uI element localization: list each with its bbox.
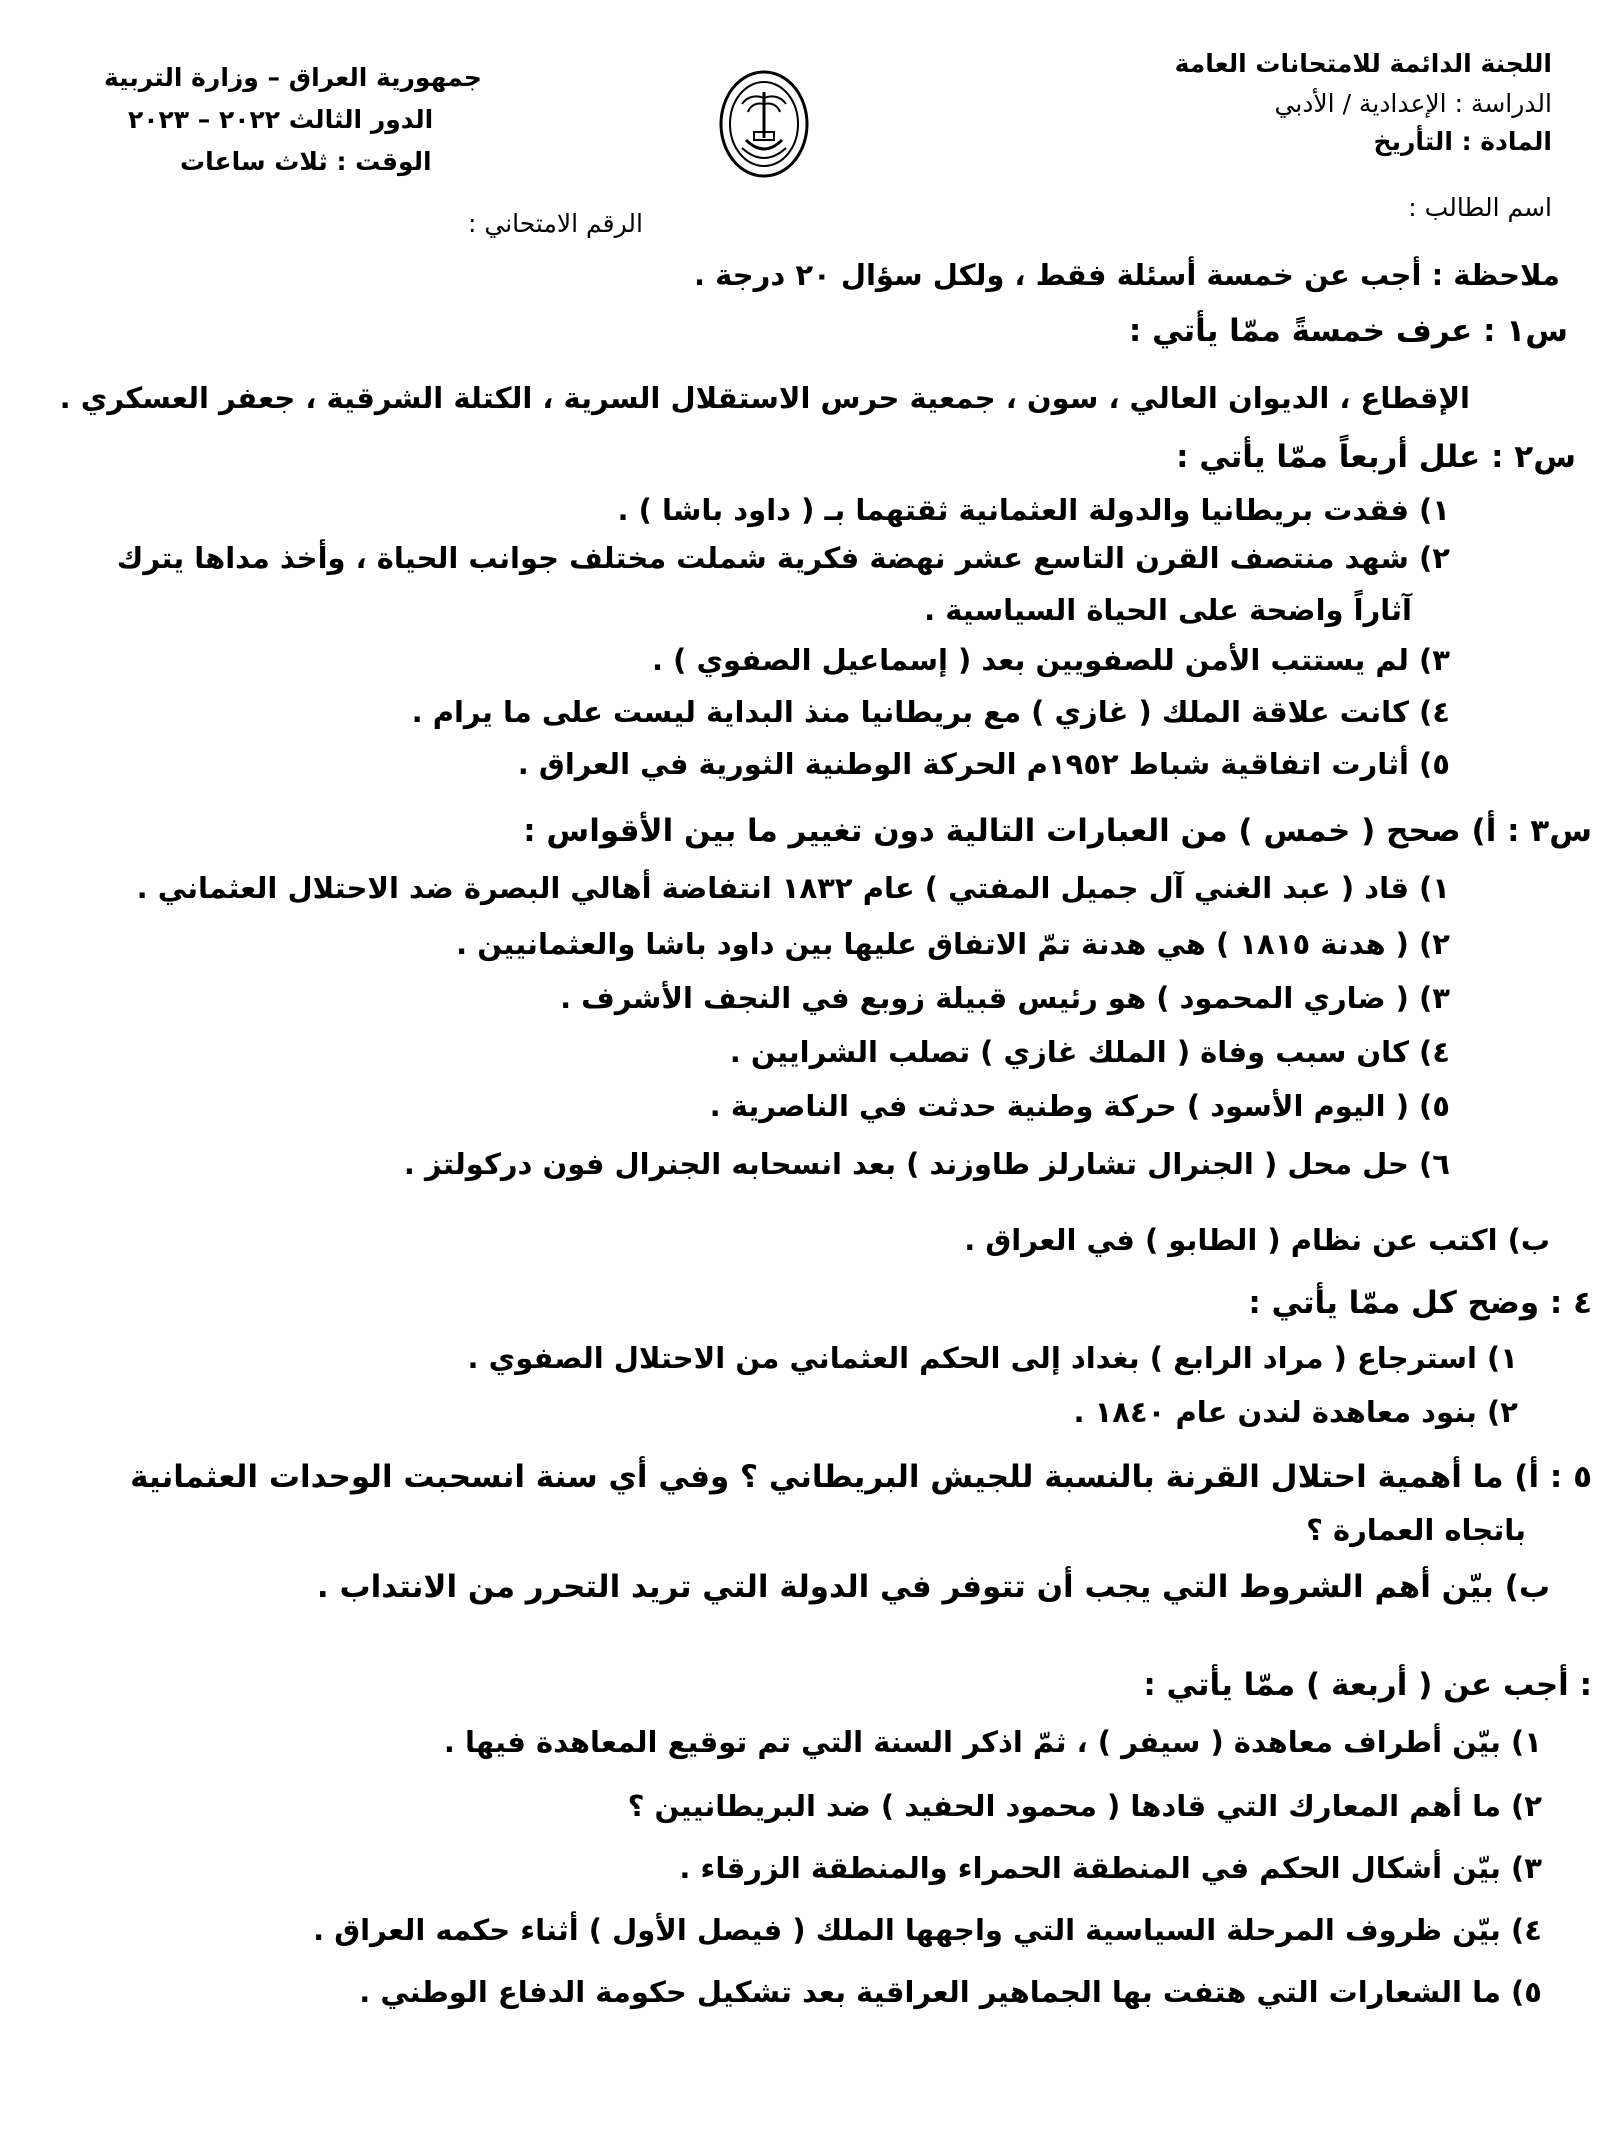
q3-item-6: ٦) حل محل ( الجنرال تشارلز طاوزند ) بعد انسحابه الجنرال فون دركولتز . bbox=[403, 1147, 1450, 1181]
study-branch: الدراسة : الإعدادية / الأدبي bbox=[1274, 89, 1552, 118]
q2-item-1: ١) فقدت بريطانيا والدولة العثمانية ثقتهما بـ ( داود باشا ) . bbox=[617, 493, 1450, 527]
q4-item-2: ٢) بنود معاهدة لندن عام ١٨٤٠ . bbox=[1073, 1395, 1518, 1429]
q6-item-2: ٢) ما أهم المعارك التي قادها ( محمود الحفيد ) ضد البريطانيين ؟ bbox=[627, 1789, 1542, 1823]
exam-note: ملاحظة : أجب عن خمسة أسئلة فقط ، ولكل سؤال ٢٠ درجة . bbox=[694, 258, 1560, 292]
committee-title: اللجنة الدائمة للامتحانات العامة bbox=[1174, 49, 1552, 78]
q3-item-5: ٥) ( اليوم الأسود ) حركة وطنية حدثت في الناصرية . bbox=[709, 1089, 1450, 1123]
q4-item-1: ١) استرجاع ( مراد الرابع ) بغداد إلى الحكم العثماني من الاحتلال الصفوي . bbox=[467, 1341, 1518, 1375]
q3-item-3: ٣) ( ضاري المحمود ) هو رئيس قبيلة زوبع في النجف الأشرف . bbox=[560, 981, 1450, 1015]
q2-heading: س٢ : علل أربعاً ممّا يأتي : bbox=[1176, 439, 1576, 475]
q5-part-a-cont: باتجاه العمارة ؟ bbox=[1306, 1513, 1526, 1547]
q6-item-3: ٣) بيّن أشكال الحكم في المنطقة الحمراء والمنطقة الزرقاء . bbox=[679, 1851, 1542, 1885]
q6-heading: : أجب عن ( أربعة ) ممّا يأتي : bbox=[1143, 1667, 1592, 1703]
subject-label: المادة : التأريخ bbox=[1373, 127, 1552, 156]
q4-heading: ٤ : وضح كل ممّا يأتي : bbox=[1248, 1285, 1592, 1321]
exam-number-label: الرقم الامتحاني : bbox=[468, 209, 643, 238]
ministry-seal-icon bbox=[718, 68, 810, 180]
q6-item-1: ١) بيّن أطراف معاهدة ( سيفر ) ، ثمّ اذكر السنة التي تم توقيع المعاهدة فيها . bbox=[443, 1725, 1542, 1759]
q1-terms: الإقطاع ، الديوان العالي ، سون ، جمعية حرس الاستقلال السرية ، الكتلة الشرقية ، جعفر العسكري . bbox=[59, 381, 1470, 415]
q3-part-b: ب) اكتب عن نظام ( الطابو ) في العراق . bbox=[964, 1223, 1550, 1257]
exam-time: الوقت : ثلاث ساعات bbox=[180, 147, 432, 176]
q1-heading: س١ : عرف خمسةً ممّا يأتي : bbox=[1128, 313, 1568, 349]
q5-part-a: ٥ : أ) ما أهمية احتلال القرنة بالنسبة للجيش البريطاني ؟ وفي أي سنة انسحبت الوحدات العثمانية bbox=[130, 1459, 1592, 1495]
q3-item-2: ٢) ( هدنة ١٨١٥ ) هي هدنة تمّ الاتفاق عليها بين داود باشا والعثمانيين . bbox=[456, 927, 1450, 961]
q2-item-4: ٤) كانت علاقة الملك ( غازي ) مع بريطانيا منذ البداية ليست على ما يرام . bbox=[411, 695, 1450, 729]
student-name-label: اسم الطالب : bbox=[1408, 193, 1552, 222]
q3-heading: س٣ : أ) صحح ( خمس ) من العبارات التالية دون تغيير ما بين الأقواس : bbox=[523, 813, 1592, 849]
exam-round: الدور الثالث ٢٠٢٢ – ٢٠٢٣ bbox=[128, 105, 434, 134]
q2-item-2: ٢) شهد منتصف القرن التاسع عشر نهضة فكرية شملت مختلف جوانب الحياة ، وأخذ مداها يترك bbox=[116, 541, 1450, 575]
q3-item-4: ٤) كان سبب وفاة ( الملك غازي ) تصلب الشرايين . bbox=[729, 1035, 1450, 1069]
q6-item-5: ٥) ما الشعارات التي هتفت بها الجماهير العراقية بعد تشكيل حكومة الدفاع الوطني . bbox=[359, 1975, 1542, 2009]
q2-item-2-cont: آثاراً واضحة على الحياة السياسية . bbox=[924, 593, 1412, 627]
q2-item-5: ٥) أثارت اتفاقية شباط ١٩٥٢م الحركة الوطنية الثورية في العراق . bbox=[517, 747, 1450, 781]
q6-item-4: ٤) بيّن ظروف المرحلة السياسية التي واجهها الملك ( فيصل الأول ) أثناء حكمه العراق . bbox=[313, 1913, 1542, 1947]
ministry-title: جمهورية العراق – وزارة التربية bbox=[104, 63, 482, 92]
q3-item-1: ١) قاد ( عبد الغني آل جميل المفتي ) عام ١٨٣٢ انتفاضة أهالي البصرة ضد الاحتلال العثماني . bbox=[136, 871, 1450, 905]
q2-item-3: ٣) لم يستتب الأمن للصفويين بعد ( إسماعيل الصفوي ) . bbox=[652, 643, 1450, 677]
q5-part-b: ب) بيّن أهم الشروط التي يجب أن تتوفر في الدولة التي تريد التحرر من الانتداب . bbox=[316, 1569, 1550, 1605]
